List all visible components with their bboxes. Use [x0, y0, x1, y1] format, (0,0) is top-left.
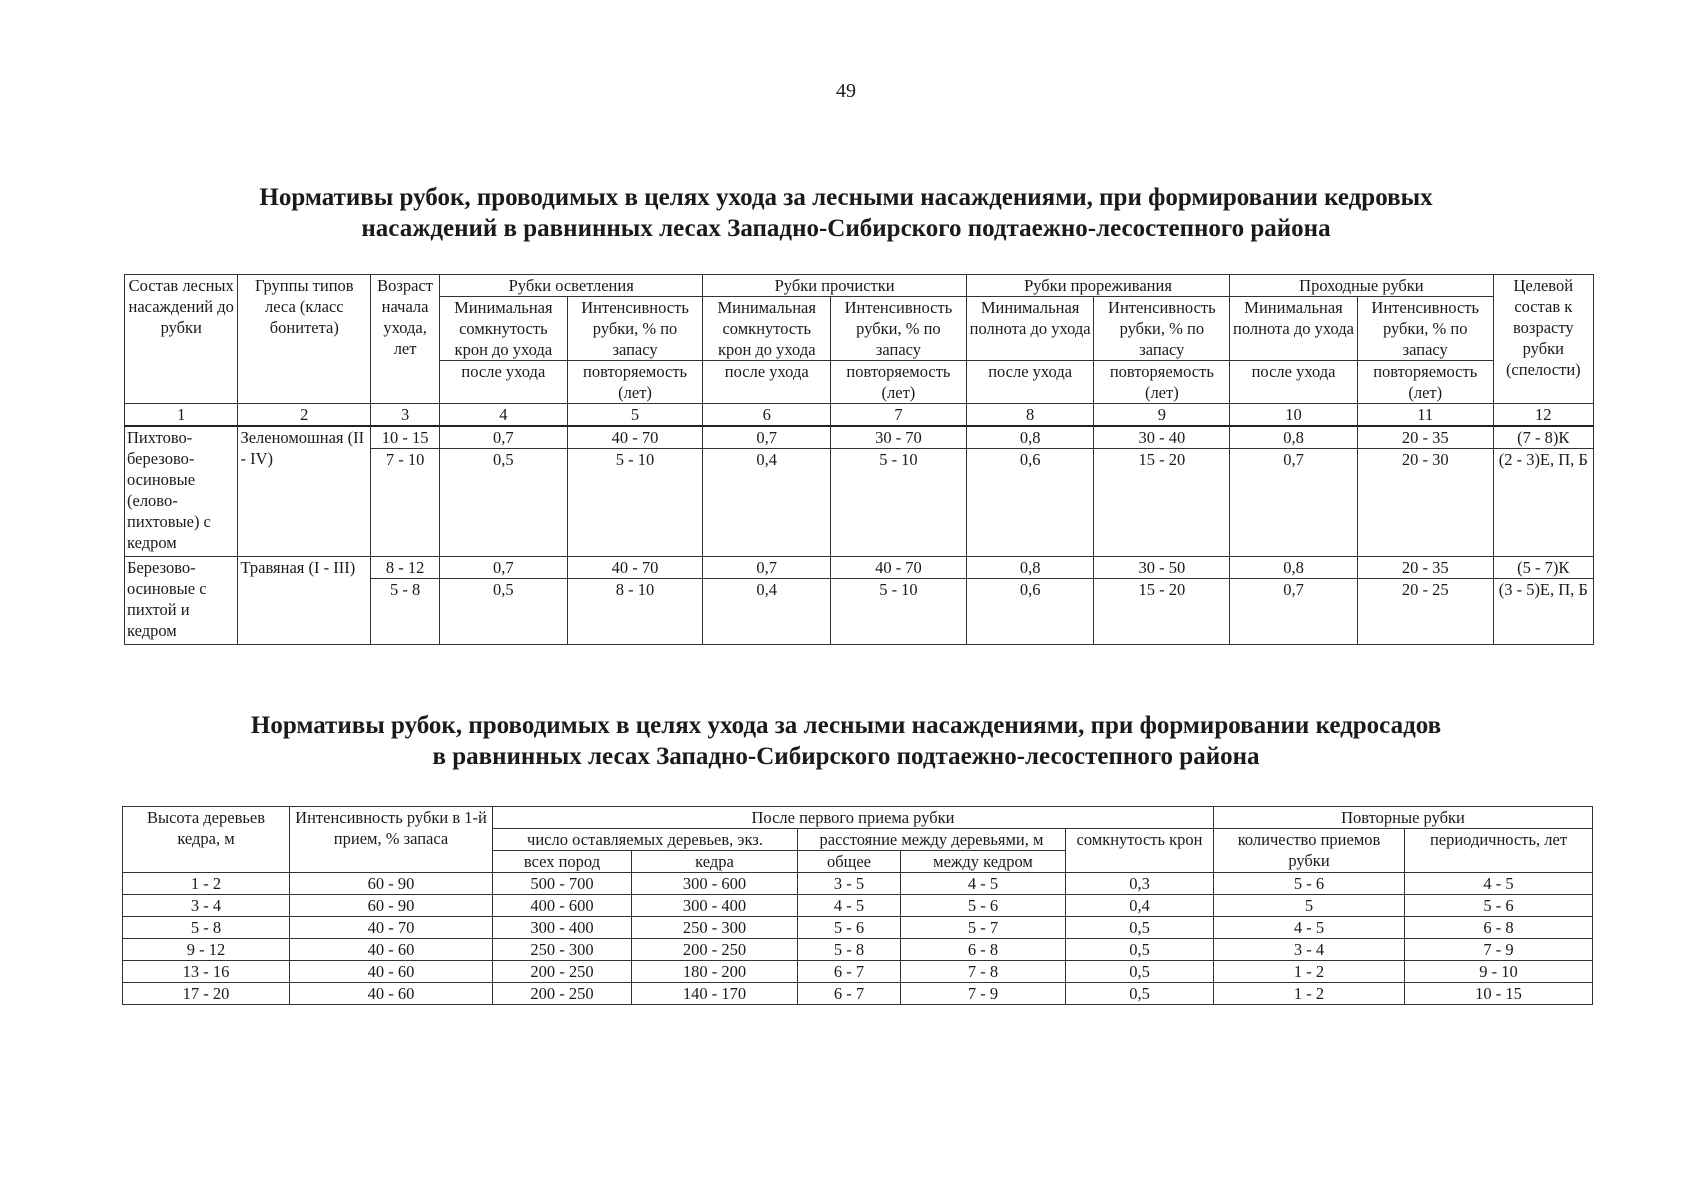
header-all-species: всех пород: [493, 851, 632, 873]
target-cell: (2 - 3)Е, П, Б: [1493, 449, 1593, 557]
table2-title-line: в равнинных лесах Западно-Сибирского подтаежно-лесостепного района: [432, 743, 1260, 770]
value-cell: 20 - 30: [1357, 449, 1493, 557]
header-group-clarification: Рубки осветления: [440, 275, 703, 297]
header-closeness: сомкнутость крон: [1066, 829, 1214, 873]
header-between-cedar: между кедром: [901, 851, 1066, 873]
value-cell: 15 - 20: [1094, 449, 1230, 557]
value-cell: 20 - 35: [1357, 557, 1493, 579]
table-cell: 4 - 5: [1405, 873, 1593, 895]
table-cell: 9 - 12: [123, 939, 290, 961]
table-cell: 6 - 8: [901, 939, 1066, 961]
column-number-cell: 9: [1094, 404, 1230, 427]
table-row: [123, 873, 1593, 895]
header-target: Целевой состав к возрасту рубки (спелости): [1493, 275, 1593, 404]
table-cell: 5 - 6: [1405, 895, 1593, 917]
target-cell: (3 - 5)Е, П, Б: [1493, 579, 1593, 645]
value-cell: 5 - 10: [831, 449, 967, 557]
table-cell: 40 - 70: [290, 917, 493, 939]
table-cell: 1 - 2: [1214, 961, 1405, 983]
value-cell: 0,7: [1230, 449, 1358, 557]
table-cell: 5 - 6: [1214, 873, 1405, 895]
value-cell: 0,7: [440, 557, 568, 579]
header-general: общее: [798, 851, 901, 873]
value-cell: 8 - 10: [567, 579, 703, 645]
table-cell: 3 - 5: [798, 873, 901, 895]
table-row: [123, 961, 1593, 983]
table-cell: 400 - 600: [493, 895, 632, 917]
table-cell: 6 - 7: [798, 983, 901, 1005]
value-cell: 0,8: [1230, 557, 1358, 579]
table-cell: 40 - 60: [290, 983, 493, 1005]
header-group-thinning: Рубки прореживания: [966, 275, 1229, 297]
column-number-cell: 2: [238, 404, 371, 427]
page-number: 49: [836, 80, 856, 102]
header-repeat: повторяемость (лет): [567, 361, 703, 404]
header-repeat: повторяемость (лет): [831, 361, 967, 404]
column-number-cell: 1: [125, 404, 238, 427]
forest-type-cell: Зеленомошная (II - IV): [238, 426, 371, 557]
header-group-passage: Проходные рубки: [1230, 275, 1493, 297]
value-cell: 0,7: [440, 426, 568, 449]
value-cell: 40 - 70: [831, 557, 967, 579]
table-cell: 0,4: [1066, 895, 1214, 917]
composition-cell: Березово-осиновые с пихтой и кедром: [125, 557, 238, 645]
value-cell: 0,7: [703, 557, 831, 579]
table-cell: 0,5: [1066, 983, 1214, 1005]
value-cell: 0,4: [703, 449, 831, 557]
value-cell: 0,5: [440, 449, 568, 557]
value-cell: 0,6: [966, 579, 1094, 645]
table-cell: 0,5: [1066, 939, 1214, 961]
value-cell: 0,8: [966, 426, 1094, 449]
value-cell: 20 - 25: [1357, 579, 1493, 645]
age-cell: 8 - 12: [371, 557, 440, 579]
table-cell: 0,5: [1066, 917, 1214, 939]
table-cell: 5: [1214, 895, 1405, 917]
column-number-cell: 5: [567, 404, 703, 427]
age-cell: 5 - 8: [371, 579, 440, 645]
table-cell: 3 - 4: [123, 895, 290, 917]
column-number-cell: 4: [440, 404, 568, 427]
table-cell: 4 - 5: [1214, 917, 1405, 939]
table-cell: 5 - 6: [798, 917, 901, 939]
cedar-gardens-norms-table: [122, 806, 1593, 1005]
column-number-cell: 8: [966, 404, 1094, 427]
table1-title-line: насаждений в равнинных лесах Западно-Сибирского подтаежно-лесостепного района: [361, 215, 1331, 242]
table-cell: 250 - 300: [493, 939, 632, 961]
header-repeat: повторяемость (лет): [1357, 361, 1493, 404]
table-row: [123, 895, 1593, 917]
table-cell: 6 - 8: [1405, 917, 1593, 939]
target-cell: (7 - 8)К: [1493, 426, 1593, 449]
column-number-row: [125, 404, 1594, 427]
table-row: [125, 426, 1594, 449]
table-cell: 1 - 2: [123, 873, 290, 895]
value-cell: 0,6: [966, 449, 1094, 557]
table-cell: 9 - 10: [1405, 961, 1593, 983]
header-group-cleaning: Рубки прочистки: [703, 275, 966, 297]
forest-type-cell: Травяная (I - III): [238, 557, 371, 645]
table1-title: [0, 182, 1692, 244]
age-cell: 7 - 10: [371, 449, 440, 557]
table-cell: 250 - 300: [632, 917, 798, 939]
header-height: Высота деревьев кедра, м: [123, 807, 290, 873]
header-trees-left: число оставляемых деревьев, экз.: [493, 829, 798, 851]
value-cell: 40 - 70: [567, 426, 703, 449]
header-min-density: Минимальная полнота до ухода: [966, 297, 1094, 361]
table-cell: 6 - 7: [798, 961, 901, 983]
value-cell: 0,8: [1230, 426, 1358, 449]
header-after-care: после ухода: [703, 361, 831, 404]
table-cell: 140 - 170: [632, 983, 798, 1005]
table-cell: 17 - 20: [123, 983, 290, 1005]
table2-title-line: Нормативы рубок, проводимых в целях ухода за лесными насаждениями, при формировании кедросадов: [250, 712, 1442, 739]
table-cell: 0,3: [1066, 873, 1214, 895]
table2-body: [123, 873, 1593, 1005]
table-cell: 7 - 9: [901, 983, 1066, 1005]
age-cell: 10 - 15: [371, 426, 440, 449]
cedar-stands-norms-table: [124, 274, 1594, 645]
table-cell: 13 - 16: [123, 961, 290, 983]
header-intensity: Интенсивность рубки, % по запасу: [567, 297, 703, 361]
table-cell: 5 - 8: [798, 939, 901, 961]
table-cell: 300 - 600: [632, 873, 798, 895]
header-intensity: Интенсивность рубки, % по запасу: [831, 297, 967, 361]
table-cell: 10 - 15: [1405, 983, 1593, 1005]
value-cell: 0,5: [440, 579, 568, 645]
column-number-cell: 10: [1230, 404, 1358, 427]
value-cell: 30 - 50: [1094, 557, 1230, 579]
table-cell: 1 - 2: [1214, 983, 1405, 1005]
table-cell: 300 - 400: [493, 917, 632, 939]
table-cell: 180 - 200: [632, 961, 798, 983]
table-row: [125, 557, 1594, 579]
header-age: Возраст начала ухода, лет: [371, 275, 440, 404]
table-cell: 300 - 400: [632, 895, 798, 917]
table1-body: [125, 426, 1594, 645]
header-distance: расстояние между деревьями, м: [798, 829, 1066, 851]
column-number-cell: 7: [831, 404, 967, 427]
value-cell: 30 - 40: [1094, 426, 1230, 449]
table-cell: 5 - 7: [901, 917, 1066, 939]
table-cell: 500 - 700: [493, 873, 632, 895]
header-repeat: повторяемость (лет): [1094, 361, 1230, 404]
header-count: количество приемов рубки: [1214, 829, 1405, 873]
header-min-density: Минимальная полнота до ухода: [1230, 297, 1358, 361]
value-cell: 0,7: [1230, 579, 1358, 645]
table-cell: 200 - 250: [493, 983, 632, 1005]
composition-cell: Пихтово-березово-осиновые (елово-пихтовые) с кедром: [125, 426, 238, 557]
table-cell: 7 - 9: [1405, 939, 1593, 961]
value-cell: 5 - 10: [567, 449, 703, 557]
header-forest-types: Группы типов леса (класс бонитета): [238, 275, 371, 404]
value-cell: 0,8: [966, 557, 1094, 579]
header-min-closeness: Минимальная сомкнутость крон до ухода: [703, 297, 831, 361]
table-cell: 40 - 60: [290, 939, 493, 961]
table-cell: 200 - 250: [493, 961, 632, 983]
column-number-cell: 12: [1493, 404, 1593, 427]
value-cell: 20 - 35: [1357, 426, 1493, 449]
table-cell: 4 - 5: [901, 873, 1066, 895]
table-row: [123, 917, 1593, 939]
value-cell: 0,4: [703, 579, 831, 645]
table1-title-line: Нормативы рубок, проводимых в целях ухода за лесными насаждениями, при формировании кедровых: [259, 184, 1433, 211]
table-cell: 60 - 90: [290, 895, 493, 917]
table-cell: 60 - 90: [290, 873, 493, 895]
header-period: периодичность, лет: [1405, 829, 1593, 873]
header-after-first: После первого приема рубки: [493, 807, 1214, 829]
header-cedar: кедра: [632, 851, 798, 873]
value-cell: 40 - 70: [567, 557, 703, 579]
table-cell: 4 - 5: [798, 895, 901, 917]
column-number-cell: 6: [703, 404, 831, 427]
header-min-closeness: Минимальная сомкнутость крон до ухода: [440, 297, 568, 361]
value-cell: 0,7: [703, 426, 831, 449]
table-row: [123, 939, 1593, 961]
table-row: [123, 983, 1593, 1005]
header-after-care: после ухода: [1230, 361, 1358, 404]
table-cell: 200 - 250: [632, 939, 798, 961]
header-intensity: Интенсивность рубки, % по запасу: [1357, 297, 1493, 361]
header-after-care: после ухода: [966, 361, 1094, 404]
value-cell: 15 - 20: [1094, 579, 1230, 645]
value-cell: 30 - 70: [831, 426, 967, 449]
header-composition: Состав лесных насаждений до рубки: [125, 275, 238, 404]
table2-title: [0, 710, 1692, 772]
target-cell: (5 - 7)К: [1493, 557, 1593, 579]
header-repeat-cuttings: Повторные рубки: [1214, 807, 1593, 829]
table-cell: 0,5: [1066, 961, 1214, 983]
column-number-cell: 11: [1357, 404, 1493, 427]
table-cell: 3 - 4: [1214, 939, 1405, 961]
table-cell: 5 - 6: [901, 895, 1066, 917]
table-cell: 40 - 60: [290, 961, 493, 983]
header-intensity: Интенсивность рубки, % по запасу: [1094, 297, 1230, 361]
value-cell: 5 - 10: [831, 579, 967, 645]
table-cell: 7 - 8: [901, 961, 1066, 983]
header-first-intensity: Интенсивность рубки в 1-й прием, % запаса: [290, 807, 493, 873]
column-number-cell: 3: [371, 404, 440, 427]
table-cell: 5 - 8: [123, 917, 290, 939]
header-after-care: после ухода: [440, 361, 568, 404]
